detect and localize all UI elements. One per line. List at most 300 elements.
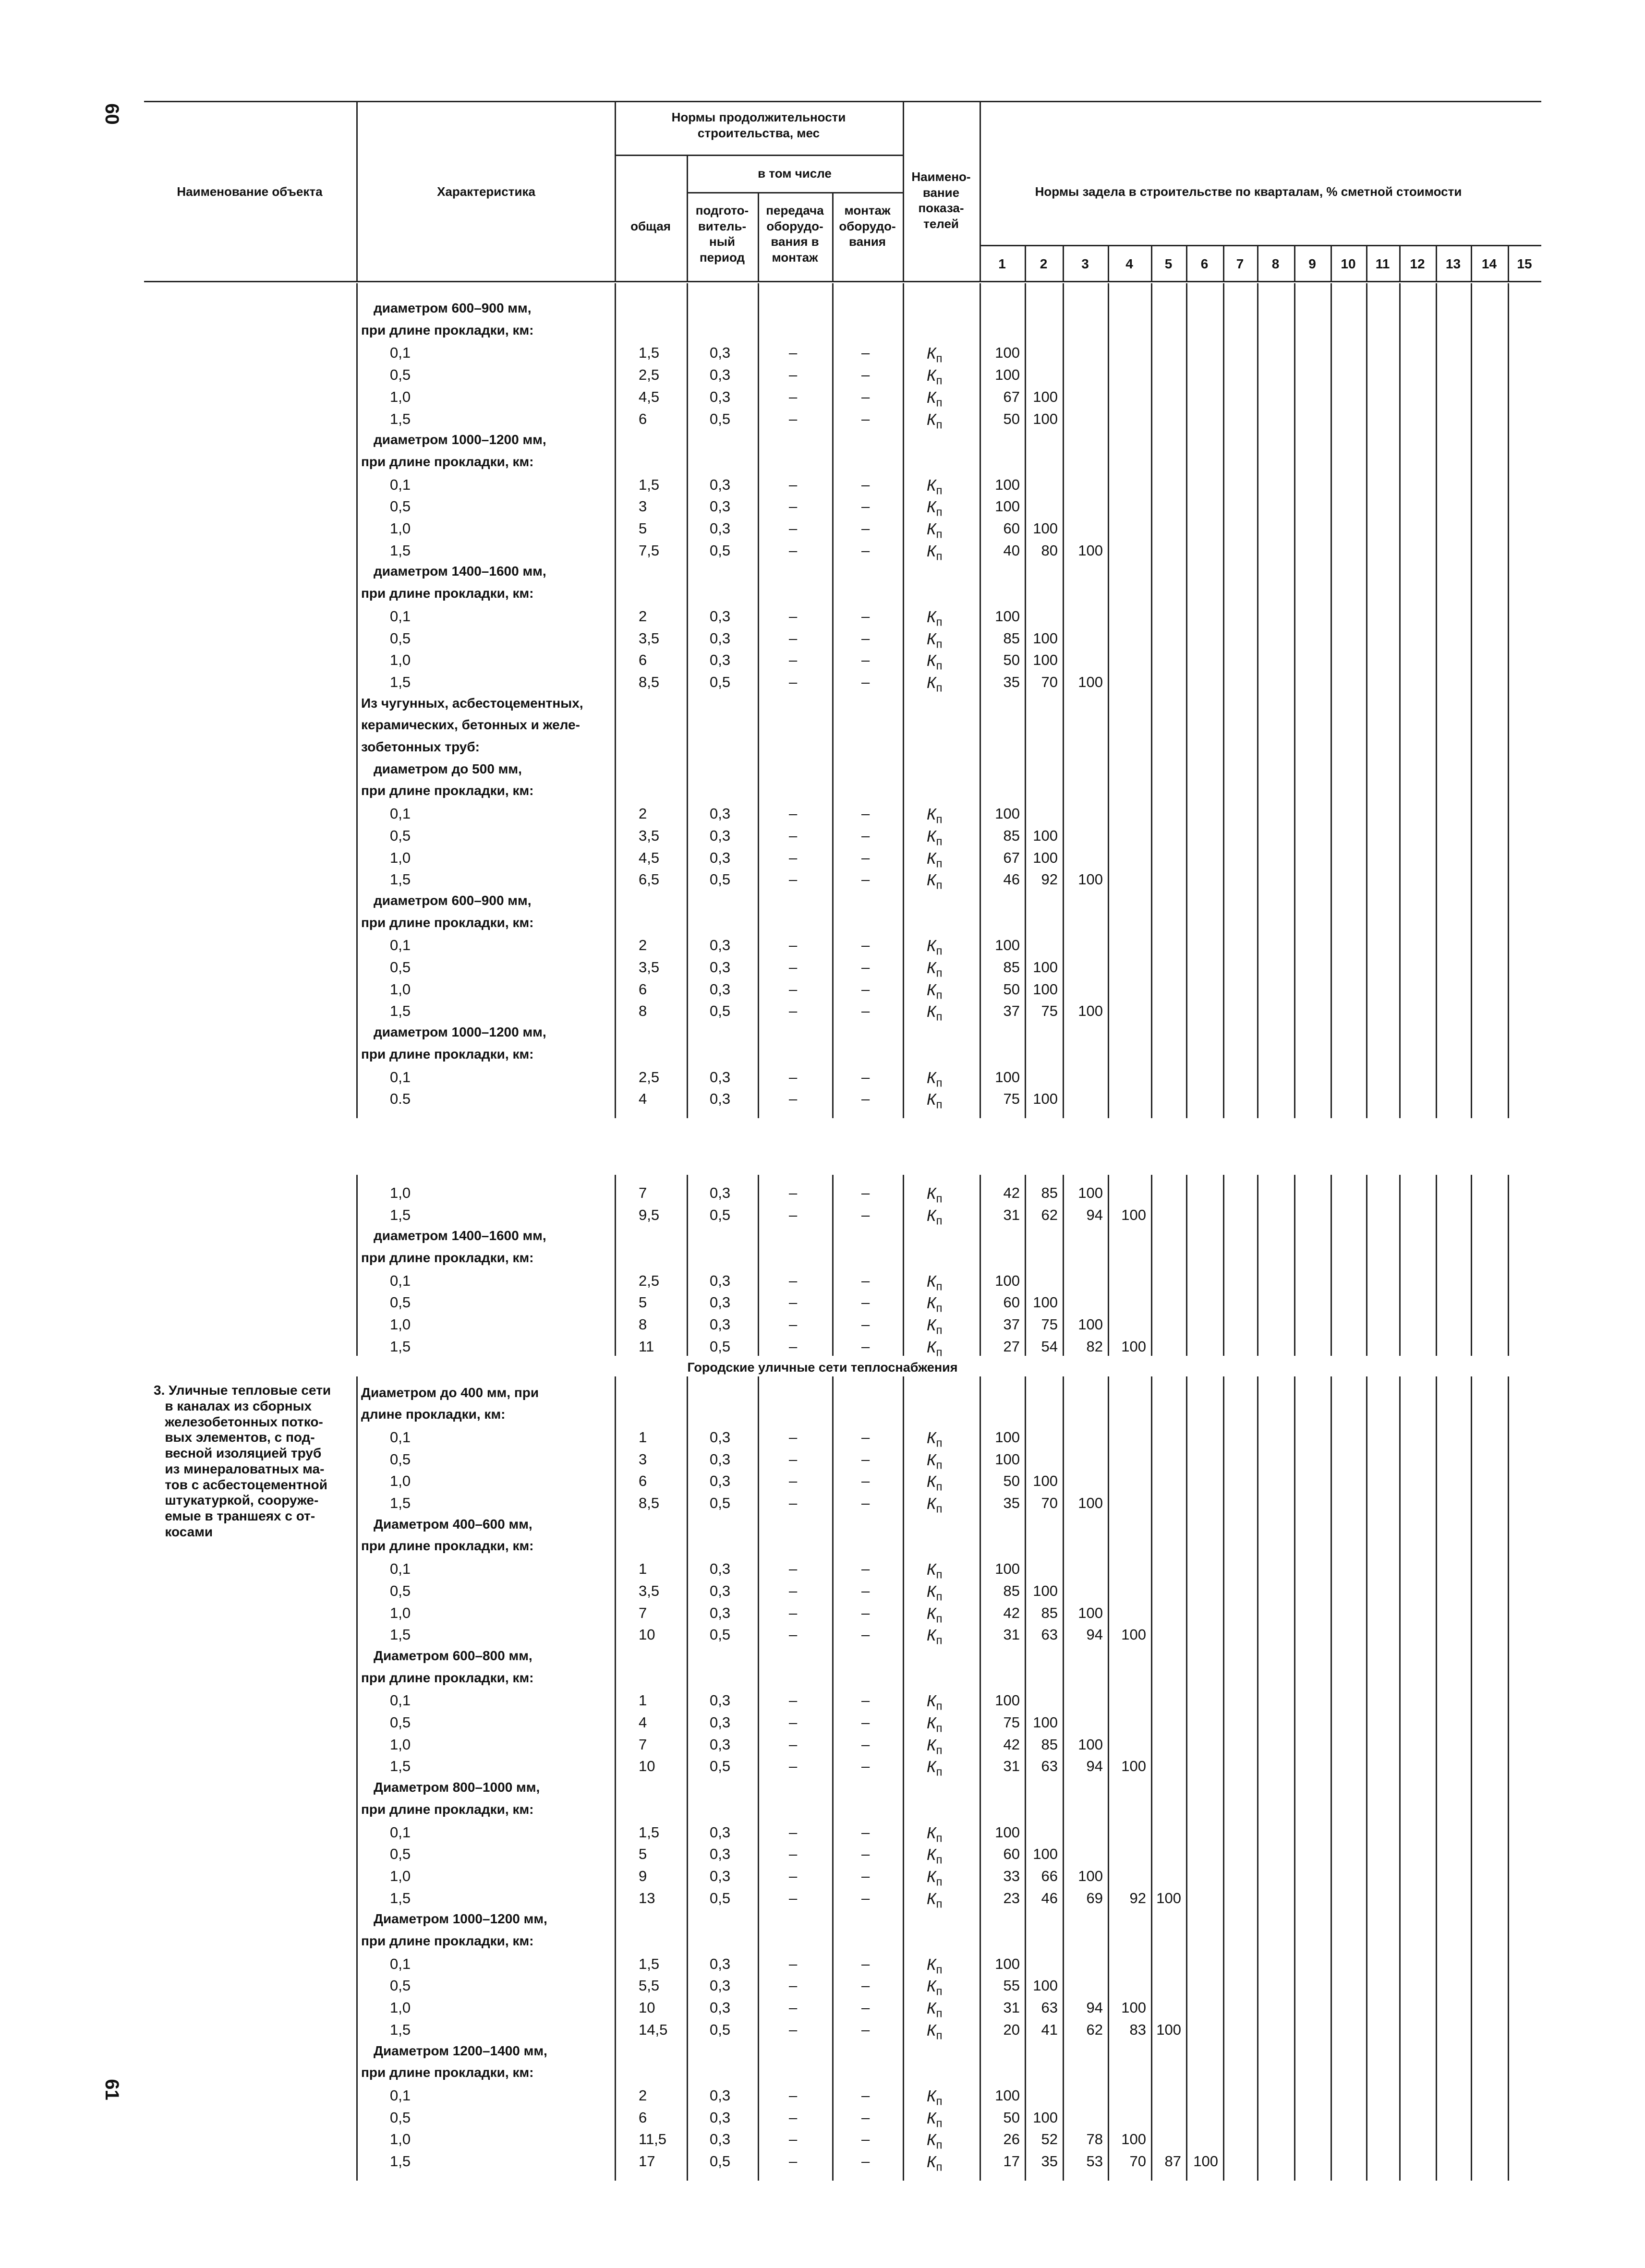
quarter-header: 1 [998, 256, 1006, 271]
prep-period: 0,5 [710, 2021, 731, 2038]
mount-dash: – [861, 1495, 870, 1511]
column-rule [356, 101, 358, 281]
indicator-kp: $К_п$ [927, 1338, 943, 1359]
length-value: 1,0 [390, 1472, 411, 1490]
length-value: 0,1 [390, 607, 411, 625]
quarter-value: 52 [1041, 2131, 1058, 2148]
mount-dash: – [861, 542, 870, 559]
total-duration: 8,5 [639, 673, 660, 690]
quarter-value: 94 [1086, 1758, 1103, 1775]
total-duration: 4,5 [639, 388, 660, 405]
total-duration: 1,5 [639, 476, 660, 493]
transfer-dash: – [789, 1626, 798, 1643]
transfer-dash: – [789, 937, 798, 954]
quarter-value: 94 [1086, 1206, 1103, 1223]
transfer-dash: – [789, 388, 798, 405]
total-duration: 2 [639, 937, 647, 954]
quarter-value: 31 [1003, 1999, 1020, 2016]
characteristic-heading: Диаметром 1200–1400 мм, [374, 2043, 547, 2058]
indicator-kp: $К_п$ [927, 871, 943, 892]
page-number-top: 60 [101, 103, 122, 125]
mount-dash: – [861, 2153, 870, 2170]
quarter-value: 60 [1003, 1846, 1020, 1863]
quarter-value: 100 [1033, 959, 1058, 976]
quarter-value: 100 [995, 1428, 1020, 1446]
column-rule [1108, 283, 1109, 1118]
quarter-header: 12 [1410, 256, 1425, 271]
characteristic-heading: диаметром 1000–1200 мм, [374, 1025, 546, 1040]
column-rule [615, 101, 616, 281]
prep-period: 0,5 [710, 1626, 731, 1643]
length-value: 0,5 [390, 827, 411, 844]
mount-dash: – [861, 1002, 870, 1020]
total-duration: 2 [639, 607, 647, 625]
length-value: 0,5 [390, 1714, 411, 1731]
quarter-value: 63 [1041, 1758, 1058, 1775]
column-rule [687, 155, 688, 281]
column-rule [615, 283, 616, 1118]
column-rule [1257, 1376, 1258, 2181]
quarter-value: 55 [1003, 1977, 1020, 1994]
mount-dash: – [861, 1338, 870, 1355]
mount-dash: – [861, 1428, 870, 1446]
prep-period: 0,3 [710, 1692, 731, 1709]
mount-dash: – [861, 1846, 870, 1863]
quarter-value: 100 [995, 937, 1020, 954]
indicator-kp: $К_п$ [927, 1206, 943, 1228]
quarter-value: 85 [1003, 1582, 1020, 1599]
header-total: общая [630, 219, 671, 233]
column-rule [687, 1376, 688, 2181]
indicator-kp: $К_п$ [927, 1495, 943, 1516]
header-characteristic: Характеристика [437, 184, 535, 199]
quarter-value: 83 [1129, 2021, 1146, 2038]
prep-period: 0,3 [710, 1450, 731, 1468]
prep-period: 0,3 [710, 1846, 731, 1863]
quarter-value: 42 [1003, 1736, 1020, 1753]
mount-dash: – [861, 344, 870, 362]
total-duration: 2,5 [639, 366, 660, 384]
column-rule [980, 101, 981, 281]
prep-period: 0,3 [710, 651, 731, 669]
column-rule [687, 1175, 688, 1356]
quarter-value: 80 [1041, 542, 1058, 559]
indicator-kp: $К_п$ [927, 1472, 943, 1494]
transfer-dash: – [789, 673, 798, 690]
indicator-kp: $К_п$ [927, 1955, 943, 1977]
total-duration: 1,5 [639, 344, 660, 362]
quarter-value: 31 [1003, 1626, 1020, 1643]
length-value: 1,5 [390, 2021, 411, 2038]
indicator-kp: $К_п$ [927, 2021, 943, 2042]
characteristic-heading: диаметром 600–900 мм, [374, 301, 532, 315]
characteristic-heading: керамических, бетонных и желе- [361, 717, 580, 733]
column-rule [758, 1376, 759, 2181]
transfer-dash: – [789, 1090, 798, 1108]
mount-dash: – [861, 1823, 870, 1841]
quarter-value: 41 [1041, 2021, 1058, 2038]
quarter-header: 8 [1271, 256, 1280, 271]
mount-dash: – [861, 871, 870, 888]
including-rule [687, 192, 903, 193]
length-value: 1,0 [390, 1604, 411, 1621]
transfer-dash: – [789, 476, 798, 493]
mount-dash: – [861, 1472, 870, 1490]
mount-dash: – [861, 2109, 870, 2126]
total-duration: 8 [639, 1316, 647, 1333]
total-duration: 6 [639, 980, 647, 998]
prep-period: 0,3 [710, 1977, 731, 1994]
indicator-kp: $К_п$ [927, 1272, 943, 1293]
prep-period: 0,3 [710, 805, 731, 822]
quarter-value: 17 [1003, 2153, 1020, 2170]
column-rule [1294, 1175, 1295, 1356]
quarter-value: 75 [1003, 1090, 1020, 1108]
prep-period: 0,3 [710, 1823, 731, 1841]
transfer-dash: – [789, 1338, 798, 1355]
characteristic-heading: при длине прокладки, км: [361, 1250, 534, 1265]
column-rule [1436, 1175, 1437, 1356]
quarter-value: 66 [1041, 1867, 1058, 1884]
indicator-kp: $К_п$ [927, 1846, 943, 1867]
transfer-dash: – [789, 1846, 798, 1863]
characteristic-heading: длине прокладки, км: [361, 1407, 506, 1422]
characteristic-heading: Диаметром 1000–1200 мм, [374, 1911, 547, 1927]
length-value: 1,0 [390, 1736, 411, 1753]
transfer-dash: – [789, 607, 798, 625]
total-duration: 3 [639, 498, 647, 515]
mount-dash: – [861, 1977, 870, 1994]
total-duration: 1,5 [639, 1823, 660, 1841]
prep-period: 0,5 [710, 1495, 731, 1511]
transfer-dash: – [789, 1272, 798, 1289]
quarter-value: 85 [1003, 629, 1020, 647]
mount-dash: – [861, 1955, 870, 1972]
total-duration: 3,5 [639, 629, 660, 647]
indicator-kp: $К_п$ [927, 1294, 943, 1315]
column-rule [1471, 1376, 1472, 2181]
indicator-kp: $К_п$ [927, 388, 943, 410]
mount-dash: – [861, 980, 870, 998]
quarter-value: 100 [1121, 1758, 1146, 1775]
transfer-dash: – [789, 1823, 798, 1841]
column-rule [1025, 1376, 1026, 2181]
quarter-value: 60 [1003, 520, 1020, 537]
quarter-value: 100 [1121, 1338, 1146, 1355]
column-rule [832, 283, 834, 1118]
quarter-value: 100 [1033, 980, 1058, 998]
quarter-header: 11 [1375, 256, 1390, 271]
indicator-kp: $К_п$ [927, 1068, 943, 1090]
quarter-value: 35 [1003, 673, 1020, 690]
quarter-value: 26 [1003, 2131, 1020, 2148]
mount-dash: – [861, 388, 870, 405]
transfer-dash: – [789, 1206, 798, 1223]
transfer-dash: – [789, 542, 798, 559]
indicator-kp: $К_п$ [927, 1867, 943, 1889]
total-duration: 5 [639, 520, 647, 537]
header-top-rule [144, 101, 1541, 102]
prep-period: 0,5 [710, 1758, 731, 1775]
column-rule [903, 1175, 904, 1356]
characteristic-heading: при длине прокладки, км: [361, 1801, 534, 1817]
length-value: 0,1 [390, 476, 411, 493]
column-rule [1436, 1376, 1437, 2181]
total-duration: 7 [639, 1736, 647, 1753]
column-rule [903, 283, 904, 1118]
transfer-dash: – [789, 1316, 798, 1333]
prep-period: 0,3 [710, 1736, 731, 1753]
quarter-value: 62 [1041, 1206, 1058, 1223]
prep-period: 0,3 [710, 2131, 731, 2148]
mount-dash: – [861, 1090, 870, 1108]
transfer-dash: – [789, 520, 798, 537]
quarter-value: 87 [1164, 2153, 1181, 2170]
length-value: 1,5 [390, 1338, 411, 1355]
prep-period: 0,3 [710, 937, 731, 954]
header-indicator: Наимено- вание показа- телей [911, 169, 971, 231]
length-value: 0,5 [390, 1294, 411, 1311]
length-value: 0,1 [390, 1272, 411, 1289]
characteristic-heading: диаметром до 500 мм, [374, 761, 522, 776]
header-duration: Нормы продолжительности строительства, мес [671, 110, 846, 140]
prep-period: 0,3 [710, 1714, 731, 1731]
mount-dash: – [861, 937, 870, 954]
prep-period: 0,3 [710, 1428, 731, 1446]
quarter-header: 3 [1081, 256, 1089, 271]
indicator-kp: $К_п$ [927, 629, 943, 651]
total-duration: 3 [639, 1450, 647, 1468]
total-duration: 13 [639, 1889, 655, 1906]
length-value: 0,1 [390, 1068, 411, 1086]
mount-dash: – [861, 849, 870, 866]
characteristic-heading: при длине прокладки, км: [361, 454, 534, 469]
prep-period: 0,3 [710, 1272, 731, 1289]
transfer-dash: – [789, 651, 798, 669]
mount-dash: – [861, 410, 870, 427]
length-value: 1,0 [390, 849, 411, 866]
total-duration: 2,5 [639, 1068, 660, 1086]
total-duration: 14,5 [639, 2021, 668, 2038]
transfer-dash: – [789, 1560, 798, 1578]
quarter-value: 37 [1003, 1002, 1020, 1020]
column-rule [1025, 1175, 1026, 1356]
length-value: 0,5 [390, 1582, 411, 1599]
duration-rule [615, 155, 903, 156]
quarter-value: 100 [995, 1955, 1020, 1972]
quarter-value: 100 [1078, 1316, 1103, 1333]
total-duration: 1,5 [639, 1955, 660, 1972]
indicator-kp: $К_п$ [927, 980, 943, 1002]
column-rule [615, 1175, 616, 1356]
mount-dash: – [861, 607, 870, 625]
length-value: 0,1 [390, 1428, 411, 1446]
quarter-value: 100 [1033, 1472, 1058, 1490]
prep-period: 0,3 [710, 366, 731, 384]
quarter-header: 13 [1445, 256, 1461, 271]
quarter-header: 6 [1200, 256, 1209, 271]
indicator-kp: $К_п$ [927, 1626, 943, 1647]
quarter-value: 100 [1078, 1604, 1103, 1621]
indicator-kp: $К_п$ [927, 1604, 943, 1626]
indicator-kp: $К_п$ [927, 542, 943, 563]
column-rule [1257, 1175, 1258, 1356]
quarter-value: 100 [995, 1692, 1020, 1709]
column-rule [1151, 283, 1152, 1118]
indicator-kp: $К_п$ [927, 2131, 943, 2152]
transfer-dash: – [789, 1582, 798, 1599]
indicator-kp: $К_п$ [927, 2153, 943, 2174]
prep-period: 0,3 [710, 1867, 731, 1884]
mount-dash: – [861, 1626, 870, 1643]
quarter-header: 4 [1125, 256, 1133, 271]
mount-dash: – [861, 1206, 870, 1223]
quarter-value: 100 [1033, 1294, 1058, 1311]
total-duration: 11,5 [639, 2131, 667, 2148]
characteristic-heading: Из чугунных, асбестоцементных, [361, 695, 583, 711]
prep-period: 0,3 [710, 498, 731, 515]
length-value: 1,0 [390, 651, 411, 669]
length-value: 1,0 [390, 2131, 411, 2148]
quarter-value: 100 [1033, 827, 1058, 844]
mount-dash: – [861, 2131, 870, 2148]
prep-period: 0,3 [710, 1184, 731, 1201]
total-duration: 11 [639, 1338, 654, 1355]
length-value: 1,5 [390, 1495, 411, 1511]
indicator-kp: $К_п$ [927, 937, 943, 958]
header-including: в том числе [758, 166, 832, 181]
column-rule [1399, 1175, 1401, 1356]
quarter-value: 100 [1193, 2153, 1218, 2170]
quarter-value: 69 [1086, 1889, 1103, 1906]
quarter-value: 33 [1003, 1867, 1020, 1884]
prep-period: 0,5 [710, 2153, 731, 2170]
length-value: 0,5 [390, 2109, 411, 2126]
mount-dash: – [861, 651, 870, 669]
column-rule [356, 283, 358, 1118]
length-value: 0,5 [390, 1846, 411, 1863]
header-transfer: передача оборудо- вания в монтаж [766, 203, 824, 265]
prep-period: 0,5 [710, 1889, 731, 1906]
quarter-value: 100 [1033, 1977, 1058, 1994]
quarter-value: 46 [1041, 1889, 1058, 1906]
transfer-dash: – [789, 1495, 798, 1511]
quarter-value: 50 [1003, 980, 1020, 998]
column-rule [1331, 1175, 1332, 1356]
column-rule [1399, 1376, 1401, 2181]
quarter-value: 23 [1003, 1889, 1020, 1906]
length-value: 0,1 [390, 1692, 411, 1709]
indicator-kp: $К_п$ [927, 651, 943, 673]
prep-period: 0,3 [710, 388, 731, 405]
indicator-kp: $К_п$ [927, 2109, 943, 2130]
length-value: 1,5 [390, 1206, 411, 1223]
total-duration: 4 [639, 1090, 647, 1108]
indicator-kp: $К_п$ [927, 1977, 943, 1998]
quarter-value: 42 [1003, 1604, 1020, 1621]
characteristic-heading: при длине прокладки, км: [361, 915, 534, 930]
column-rule [687, 283, 688, 1118]
column-rule [980, 283, 981, 1118]
column-rule [1025, 283, 1026, 1118]
indicator-kp: $К_п$ [927, 1450, 943, 1472]
column-rule [356, 1175, 358, 1356]
prep-period: 0,3 [710, 629, 731, 647]
column-rule [1508, 1175, 1509, 1356]
quarter-header: 5 [1164, 256, 1173, 271]
column-rule [1151, 1175, 1152, 1356]
quarter-header: 2 [1040, 256, 1048, 271]
characteristic-heading: при длине прокладки, км: [361, 1046, 534, 1062]
quarter-value: 100 [995, 344, 1020, 362]
quarter-value: 100 [1078, 1002, 1103, 1020]
column-rule [1063, 1376, 1064, 2181]
quarter-value: 100 [995, 1272, 1020, 1289]
transfer-dash: – [789, 2153, 798, 2170]
prep-period: 0,5 [710, 542, 731, 559]
column-rule [832, 1376, 834, 2181]
mount-dash: – [861, 1272, 870, 1289]
column-rule [1186, 1175, 1187, 1356]
quarter-value: 85 [1003, 959, 1020, 976]
transfer-dash: – [789, 2087, 798, 2104]
indicator-kp: $К_п$ [927, 805, 943, 826]
quarter-value: 50 [1003, 651, 1020, 669]
quarter-value: 54 [1041, 1338, 1058, 1355]
length-value: 1,0 [390, 1867, 411, 1884]
quarter-value: 100 [1033, 520, 1058, 537]
mount-dash: – [861, 1068, 870, 1086]
transfer-dash: – [789, 1758, 798, 1775]
indicator-kp: $К_п$ [927, 1889, 943, 1911]
quarter-value: 27 [1003, 1338, 1020, 1355]
characteristic-heading: Диаметром до 400 мм, при [361, 1385, 539, 1400]
total-duration: 7,5 [639, 542, 660, 559]
transfer-dash: – [789, 980, 798, 998]
indicator-kp: $К_п$ [927, 1692, 943, 1713]
prep-period: 0,5 [710, 1206, 731, 1223]
quarter-value: 100 [1033, 410, 1058, 427]
quarter-header: 14 [1481, 256, 1497, 271]
mount-dash: – [861, 1714, 870, 1731]
quarter-value: 100 [1078, 1184, 1103, 1201]
column-rule [1508, 1376, 1509, 2181]
prep-period: 0,3 [710, 1472, 731, 1490]
quarter-value: 85 [1041, 1736, 1058, 1753]
characteristic-heading: диаметром 600–900 мм, [374, 893, 532, 908]
prep-period: 0,3 [710, 1999, 731, 2016]
mount-dash: – [861, 1560, 870, 1578]
total-duration: 17 [639, 2153, 655, 2170]
transfer-dash: – [789, 1714, 798, 1731]
mount-dash: – [861, 629, 870, 647]
column-rule [1366, 1376, 1367, 2181]
indicator-kp: $К_п$ [927, 498, 943, 519]
column-rule [758, 192, 759, 281]
length-value: 0,1 [390, 344, 411, 362]
quarter-value: 100 [1078, 673, 1103, 690]
column-rule [1294, 1376, 1295, 2181]
column-rule [1436, 283, 1437, 1118]
length-value: 0,5 [390, 629, 411, 647]
quarter-value: 100 [995, 1450, 1020, 1468]
column-rule [1063, 1175, 1064, 1356]
column-rule [615, 1376, 616, 2181]
quarter-value: 100 [995, 1823, 1020, 1841]
length-value: 0,5 [390, 498, 411, 515]
column-rule [1186, 1376, 1187, 2181]
indicator-kp: $К_п$ [927, 607, 943, 629]
